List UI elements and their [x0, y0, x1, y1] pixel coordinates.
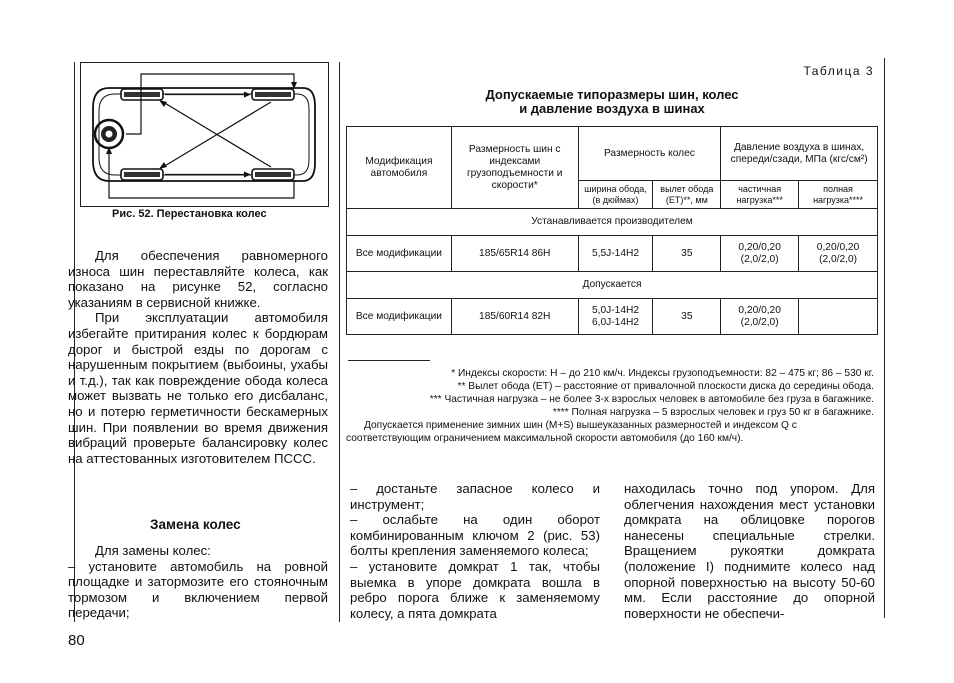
- table-row: [347, 236, 878, 272]
- cell-offset: 35: [653, 236, 721, 272]
- cell-partial: 0,20/0,20 (2,0/2,0): [721, 236, 799, 272]
- table-row: [347, 299, 878, 335]
- cell-rim: 5,5J-14H2: [578, 236, 653, 272]
- cell-partial: 0,20/0,20 (2,0/2,0): [721, 299, 799, 335]
- wheel-rotation-figure: [80, 62, 329, 207]
- right-text-block: находилась точно под упором. Для облегчения нахождения мест установки домкрата на облицовке порогов нанесены специальные стрелки. Вращением рукоятки домкрата (положение I) поднимите колесо над опорной поверхностью на высоту 50-60 мм. Если расстояние до опорной поверхности не обеспечи-: [624, 481, 875, 621]
- steps-intro: Для замены колес:: [95, 543, 211, 558]
- header-modification: Модификация автомобиля: [347, 127, 452, 209]
- header-full-load: полная нагрузка****: [799, 181, 878, 209]
- table-title-line-1: Допускаемые типоразмеры шин, колес: [485, 87, 739, 102]
- paragraph-driving-care: При эксплуатации автомобиля избегайте притирания колес к бордюрам дорог и быстрой езды по дорогам с нарушенным покрытием (выбоины, ухабы и т.д.), так как повреждение обода колеса может вызвать не только его дисбаланс, но и потерю герметичности бескамерных шин. При появлении во время движения вибраций проверьте балансировку колес на аттестованных изготовителем ПССС.: [68, 310, 328, 466]
- footnote-2: ** Вылет обода (ET) – расстояние от привалочной плоскости диска до середины обода.: [457, 381, 874, 392]
- footnote-4: **** Полная нагрузка – 5 взрослых человек и груз 50 кг в багажнике.: [552, 407, 874, 418]
- cell-rim-option-1: 5,0J-14H2: [592, 304, 640, 316]
- table-title: [346, 88, 878, 116]
- figure-caption: Рис. 52. Перестановка колес: [112, 208, 267, 220]
- column-rule-right: [884, 58, 885, 618]
- header-pressure: Давление воздуха в шинах, спереди/сзади, МПа (кгс/см²): [721, 127, 878, 181]
- header-partial-load: частичная нагрузка***: [721, 181, 799, 209]
- table-footnotes: [346, 360, 878, 445]
- middle-text-block: – достаньте запасное колесо и инструмент; – ослабьте на один оборот комбинированным ключом 2 (рис. 53) болты крепления заменяемого колеса; – установите домкрат 1 так, чтобы выемка в упоре домкрата вошла в ребро порога ближе к заменяемому колесу, а пята домкрата: [350, 481, 600, 621]
- header-tire-size: Размерность шин с индексами грузоподъемности и скорости*: [451, 127, 578, 209]
- left-text-steps: [68, 543, 328, 621]
- column-rule-middle: [339, 62, 340, 622]
- header-wheel-size: Размерность колес: [578, 127, 721, 181]
- cell-modification: Все модификации: [347, 299, 452, 335]
- cell-rim: [578, 299, 653, 335]
- step-1: – установите автомобиль на ровной площадке и затормозите его стояночным тормозом и включением первой передачи;: [68, 558, 328, 621]
- winter-tire-note: Допускается применение зимних шин (M+S) вышеуказанных размерностей и индексом Q с соответствующим ограничением максимальной скорости автомобиля (до 160 км/ч).: [346, 420, 797, 444]
- cell-offset: 35: [653, 299, 721, 335]
- footnote-1: * Индексы скорости: Н – до 210 км/ч. Индексы грузоподъемности: 82 – 475 кг; 86 – 530 кг.: [451, 368, 874, 379]
- cell-modification: Все модификации: [347, 236, 452, 272]
- section-heading: Замена колес: [150, 517, 241, 532]
- paragraph-wheel-rotation: Для обеспечения равномерного износа шин переставляйте колеса, как показано на рисунке 52, согласно указаниям в сервисной книжке.: [68, 248, 328, 310]
- page-number: 80: [68, 632, 85, 649]
- cell-full: [799, 299, 878, 335]
- section-manufacturer: Устанавливается производителем: [347, 209, 878, 236]
- footnote-rule: [348, 360, 430, 361]
- table-title-line-2: и давление воздуха в шинах: [519, 101, 705, 116]
- car-wheel-rotation-diagram: [81, 63, 328, 206]
- footnote-3: *** Частичная нагрузка – не более 3-х взрослых человек в автомобиле без груза в багажнике.: [429, 394, 874, 405]
- header-rim-offset: вылет обода (ET)**, мм: [653, 181, 721, 209]
- left-text-block: [68, 248, 328, 466]
- cell-rim-option-2: 6,0J-14H2: [592, 316, 640, 328]
- cell-tire: 185/60R14 82H: [451, 299, 578, 335]
- cell-full: 0,20/0,20 (2,0/2,0): [799, 236, 878, 272]
- cell-tire: 185/65R14 86H: [451, 236, 578, 272]
- table-number: Таблица 3: [803, 64, 874, 78]
- tire-spec-table: [346, 126, 878, 335]
- header-rim-width: ширина обода, (в дюймах): [578, 181, 653, 209]
- section-allowed: Допускается: [347, 272, 878, 299]
